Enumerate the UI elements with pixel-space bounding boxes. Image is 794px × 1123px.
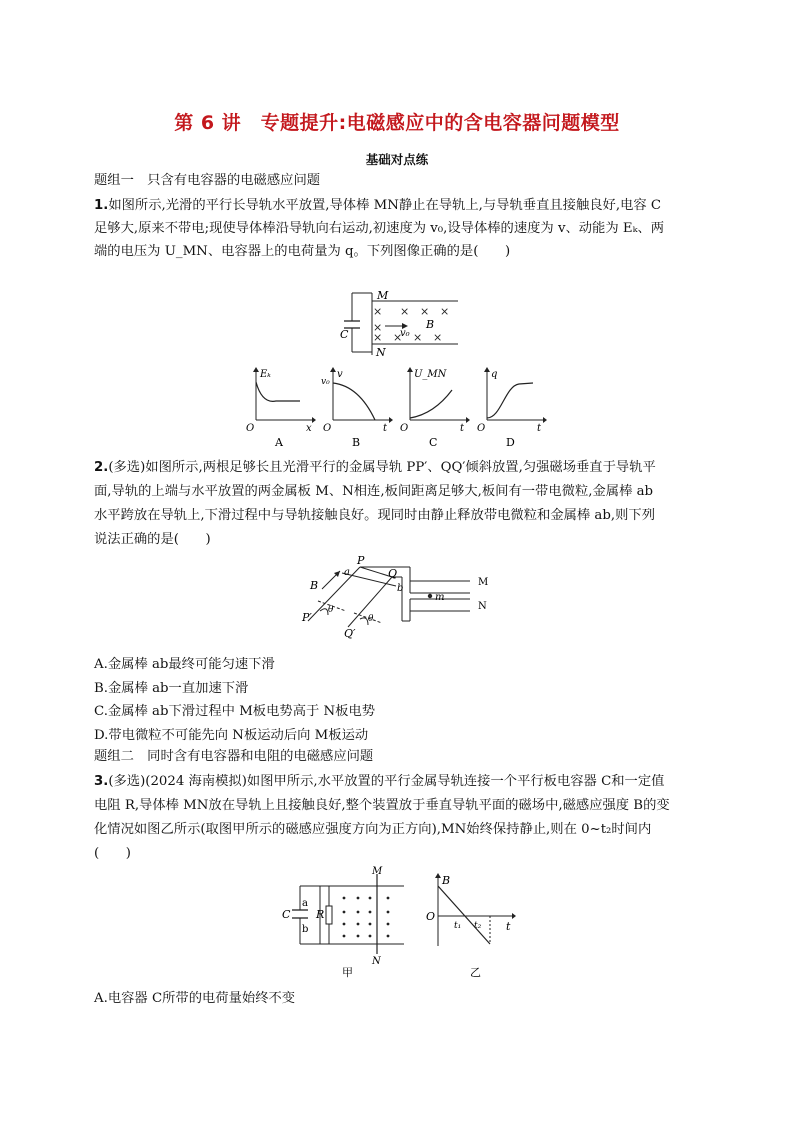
q1-graph-b-v0: v₀ (321, 377, 330, 387)
q3-option-a: A.电容器 C所带的电荷量始终不变 (94, 991, 296, 1006)
q2-line-2: 面,导轨的上端与水平放置的两金属板 M、N相连,板间距离足够大,板间有一带电微粒,金属棒 ab (94, 484, 654, 499)
q3-yi-label-origin: O (426, 910, 436, 923)
section-heading: 基础对点练 (365, 152, 429, 167)
q3-fig-caption-jia: 甲 (342, 966, 353, 979)
q1-graph-d-letter: D (506, 436, 515, 448)
q3-yi-label-b: B (442, 874, 451, 887)
q3-number: 3. (94, 774, 109, 789)
q3-line-3: 化情况如图乙所示(取图甲所示的磁感应强度方向为正方向),MN始终保持静止,则在 0~t₂时间内 (94, 822, 652, 837)
q1-graph-b-xlabel: t (383, 423, 388, 434)
q1-graph-d-origin: O (477, 423, 486, 434)
q1-line-2: 足够大,原来不带电;现使导体棒沿导轨向右运动,初速度为 v₀,设导体棒的速度为 v、动能为 Eₖ、两 (94, 221, 665, 236)
q1-number: 1. (94, 198, 109, 213)
q2-fig-label-field-b: B (310, 579, 319, 592)
q2-line-1 (94, 459, 714, 477)
q1-field-mark: × (413, 331, 423, 344)
q2-fig-label-theta: θ (328, 605, 334, 615)
q3-line-2: 电阻 R,导体棒 MN放在导轨上且接触良好,整个装置放于垂直导轨平面的磁场中,磁感应强度 B的变 (94, 798, 670, 813)
q2-option-c: C.金属棒 ab下滑过程中 M板电势高于 N板电势 (94, 704, 376, 719)
q2-fig-label-m-mass: m (435, 592, 445, 603)
q1-field-mark: × (373, 321, 383, 334)
q1-graph-a (244, 366, 316, 448)
q2-fig-label-theta: θ (368, 614, 374, 624)
q3-line-1 (94, 773, 714, 791)
q1-graph-c (398, 366, 470, 448)
q1-graph-c-origin: O (400, 423, 409, 434)
group1-heading: 题组一 只含有电容器的电磁感应问题 (94, 173, 321, 188)
q2-fig-label-pp: P′ (302, 611, 312, 624)
q3-fig-caption-yi: 乙 (470, 966, 481, 979)
q1-graph-b-ylabel: v (337, 369, 343, 380)
q1-field-mark: × (420, 305, 430, 318)
q1-circuit-figure (330, 288, 465, 360)
q2-fig-label-qp: Q′ (344, 627, 356, 640)
q2-text-1: (多选)如图所示,两根足够长且光滑平行的金属导轨 PP′、QQ′倾斜放置,匀强磁场垂直于导轨平 (108, 460, 656, 475)
q3-yi-label-t2: t₂ (474, 921, 482, 931)
q1-fig-label-n: N (376, 346, 386, 359)
q3-yi-label-t: t (506, 920, 511, 933)
q2-fig-label-plate-n: N (478, 601, 487, 612)
q1-fig-label-c: C (340, 328, 349, 341)
q3-yi-label-t1: t₁ (454, 921, 462, 931)
q2-line-3: 水平跨放在导轨上,下滑过程中与导轨接触良好。现同时由静止释放带电微粒和金属棒 ab,则下列 (94, 508, 655, 523)
q2-fig-label-q: Q (388, 567, 398, 580)
q3-fig-label-r: R (316, 908, 325, 921)
q2-fig-label-a: a (344, 567, 350, 578)
group2-heading: 题组二 同时含有电容器和电阻的电磁感应问题 (94, 749, 374, 764)
q2-fig-label-b-end: b (397, 583, 404, 594)
q3-fig-label-a: a (302, 898, 308, 909)
q1-text-1: 如图所示,光滑的平行长导轨水平放置,导体棒 MN静止在导轨上,与导轨垂直且接触良好,电容 C (108, 198, 662, 213)
page-title: 第 6 讲 专题提升:电磁感应中的含电容器问题模型 (174, 112, 620, 134)
q3-fig-label-n: N (372, 956, 381, 967)
q1-graph-b-letter: B (352, 436, 361, 448)
q3-fig-label-m: M (372, 866, 383, 877)
q2-fig-label-p: P (357, 555, 365, 567)
q1-fig-label-v0: v₀ (400, 328, 410, 339)
q1-graph-c-xlabel: t (460, 423, 465, 434)
q1-fig-label-b: B (426, 318, 435, 331)
q1-field-mark: × (433, 331, 443, 344)
q3-fig-label-c: C (282, 908, 291, 921)
q1-graph-c-letter: C (429, 436, 438, 448)
q1-graph-a-xlabel: x (306, 423, 312, 434)
q2-option-d: D.带电微粒不可能先向 N板运动后向 M板运动 (94, 728, 369, 743)
q2-line-4: 说法正确的是( ) (94, 532, 211, 547)
q1-graph-b-origin: O (323, 423, 332, 434)
q2-option-a: A.金属棒 ab最终可能匀速下滑 (94, 657, 275, 672)
q3-text-1: (多选)(2024 海南模拟)如图甲所示,水平放置的平行金属导轨连接一个平行板电容器 C和一定值 (108, 774, 665, 789)
q3-fig-label-b: b (302, 924, 309, 935)
q1-field-mark: × (393, 331, 403, 344)
q2-option-b: B.金属棒 ab一直加速下滑 (94, 681, 249, 696)
q1-field-mark: × (373, 305, 383, 318)
q2-number: 2. (94, 460, 109, 475)
q3-line-4: ( ) (94, 846, 131, 861)
q1-field-mark: × (373, 331, 383, 344)
q1-field-mark: × (440, 305, 450, 318)
q1-field-mark: × (400, 305, 410, 318)
q3-figure-jia (280, 866, 410, 980)
q2-rail-figure (298, 555, 494, 647)
q1-line-3: 端的电压为 U_MN、电容器上的电荷量为 q。下列图像正确的是( ) (94, 244, 511, 259)
q1-line-1 (94, 197, 714, 215)
q3-figure-yi (420, 872, 520, 980)
q1-graph-d-ylabel: q (491, 369, 498, 380)
q2-fig-label-plate-m: M (478, 577, 489, 588)
q1-graph-a-ylabel: Eₖ (260, 369, 271, 380)
q1-graph-a-letter: A (275, 436, 283, 448)
q1-fig-label-m: M (377, 289, 389, 302)
q1-graph-d (475, 366, 547, 448)
q1-graph-b (321, 366, 393, 448)
q1-graph-c-ylabel: U_MN (414, 369, 447, 380)
q1-graph-d-xlabel: t (537, 423, 542, 434)
q1-graph-a-origin: O (246, 423, 255, 434)
